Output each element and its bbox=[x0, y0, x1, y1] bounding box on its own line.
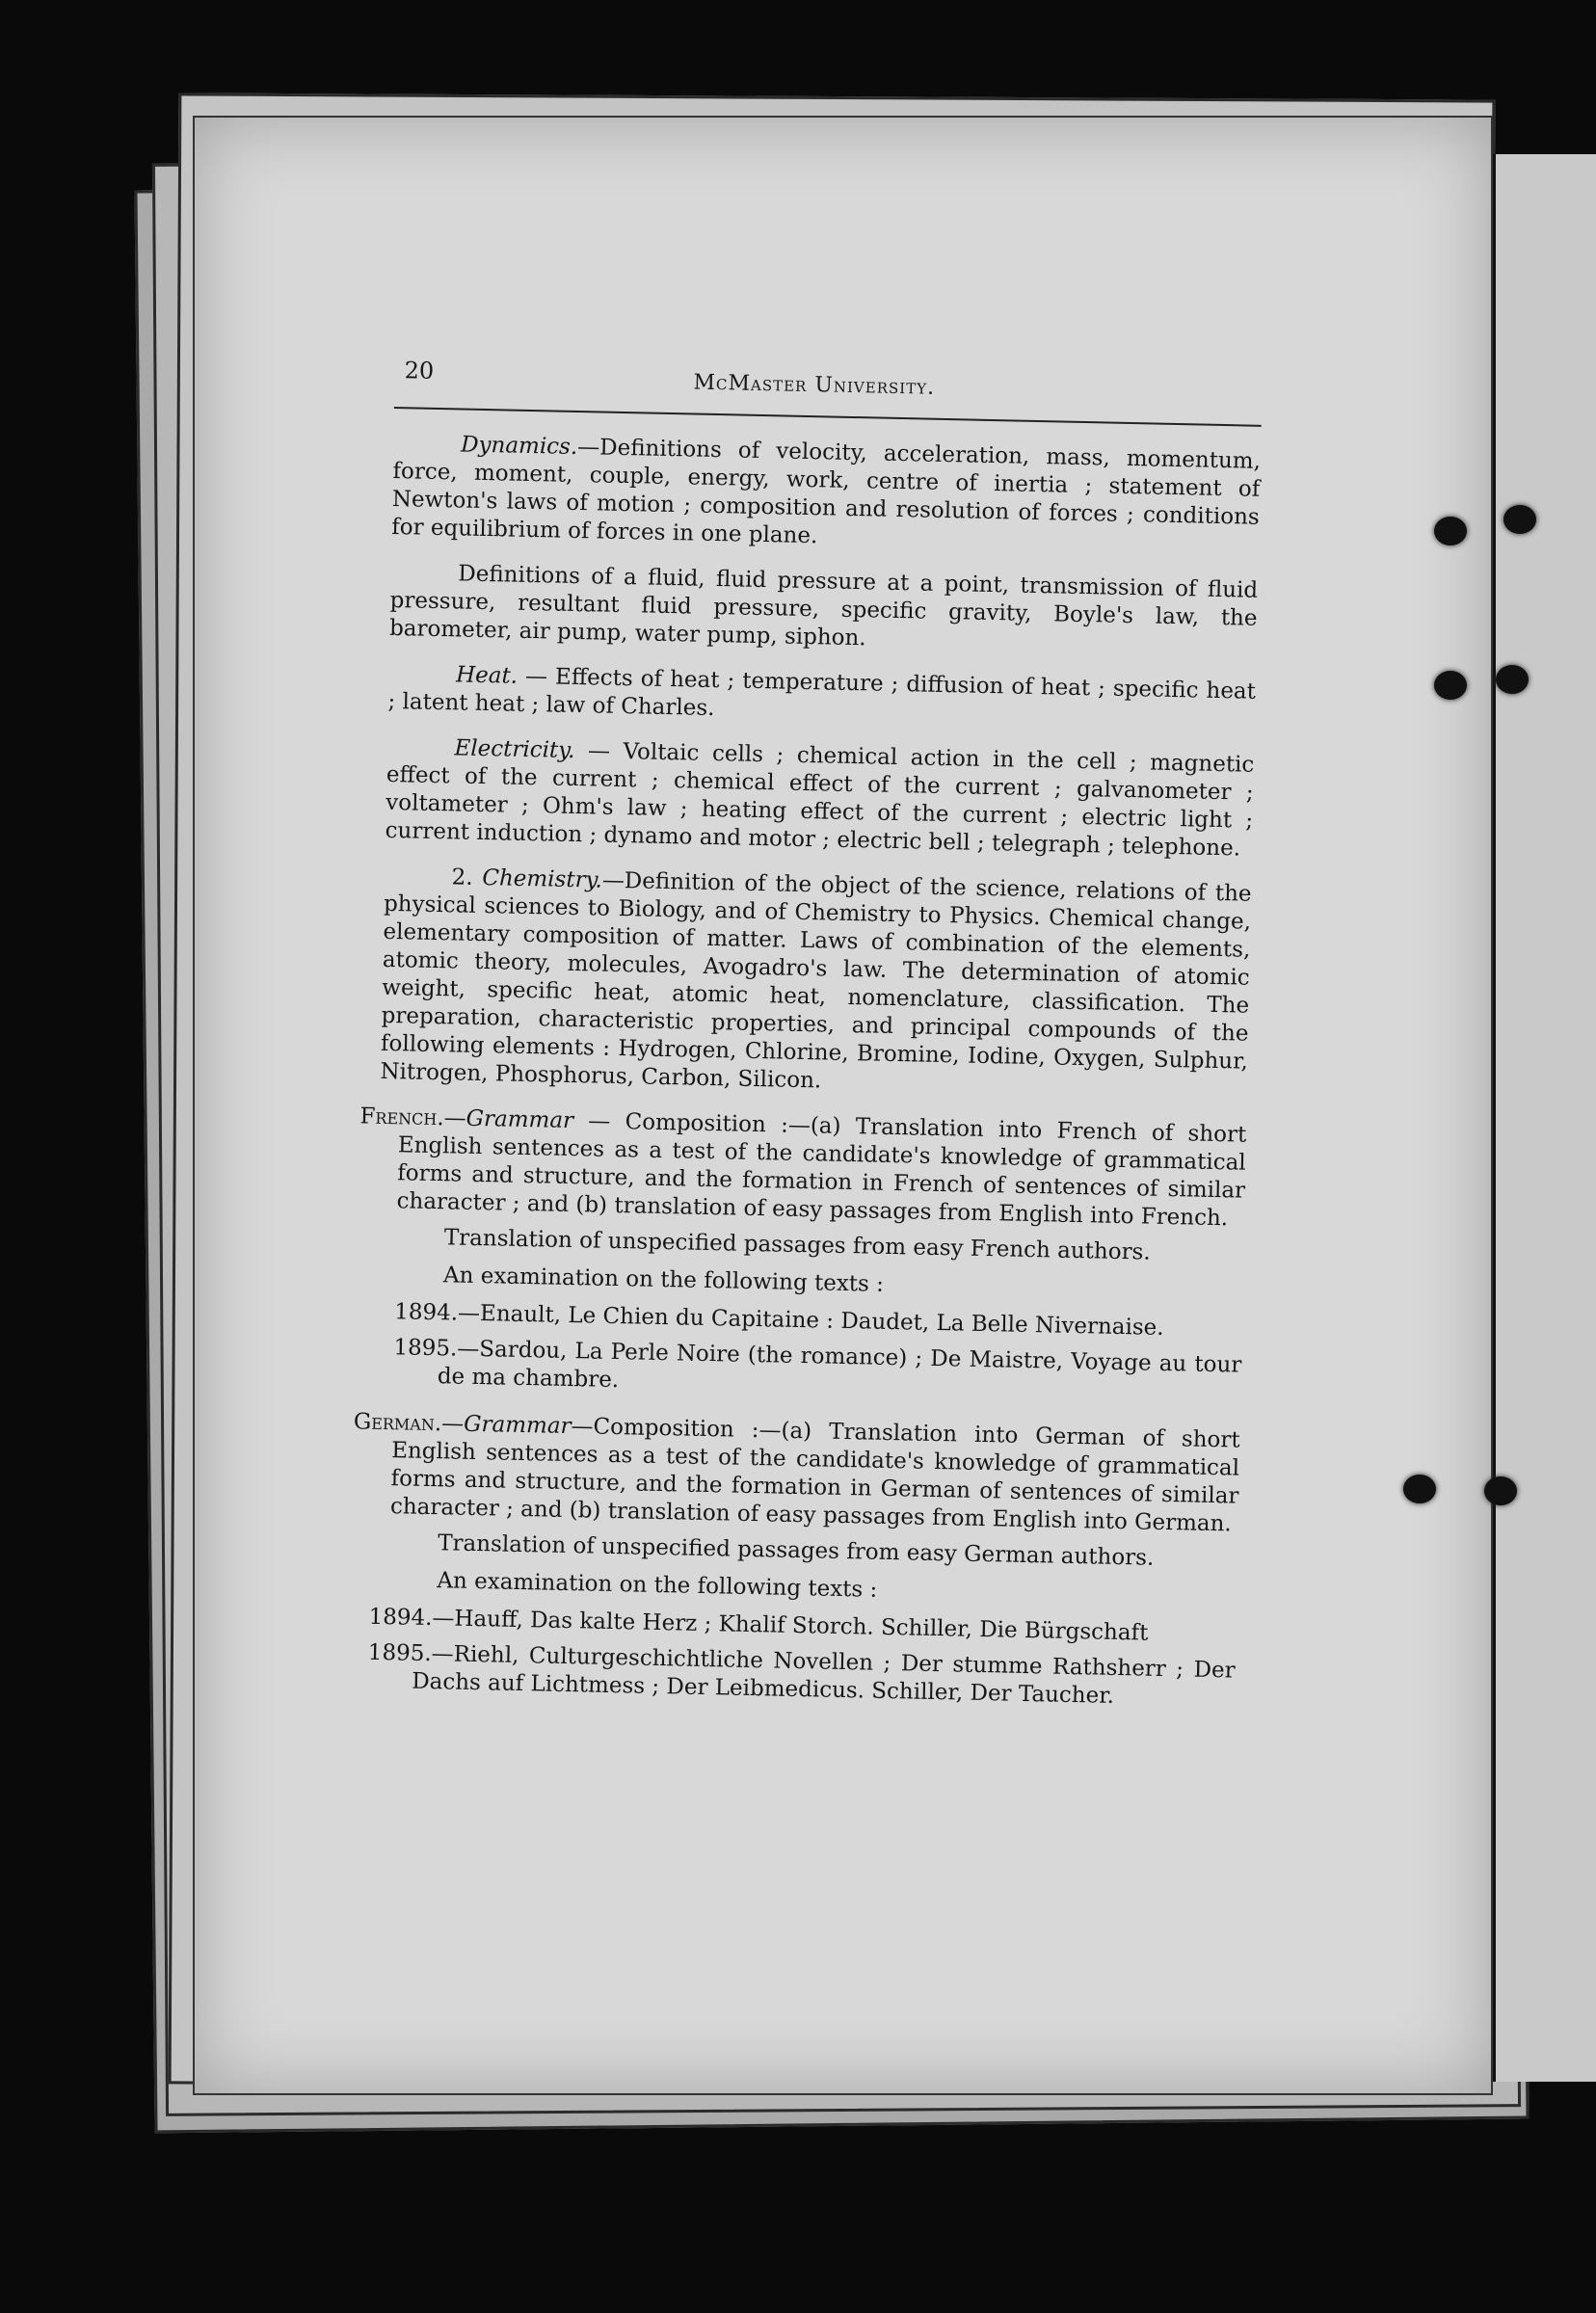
binding-hole bbox=[1434, 517, 1467, 545]
french-unspecified: Translation of unspecified passages from easy French authors. bbox=[443, 1225, 1151, 1265]
german-text-1895: 1895.—Riehl, Culturgeschichtliche Novellen ; Der stumme Rathsherr ; Der Dachs auf Lichtmess ; Der Leibmedicus. Schiller, Der Taucher. bbox=[367, 1639, 1236, 1709]
electricity-heading: Electricity. bbox=[454, 735, 575, 763]
electricity-text: — Voltaic cells ; chemical action in the cell ; magnetic effect of the current ; chemical effect of the current ; galvanometer ; voltameter ; Ohm's law ; heating effect of the current ; electric light ; current induction ; dynamo and motor ; electric bell ; telegraph ; telephone. bbox=[385, 737, 1255, 862]
facing-page-edge bbox=[1492, 154, 1596, 2082]
fluids-paragraph: Definitions of a fluid, fluid pressure at a point, transmission of fluid pressure, resultant fluid pressure, specific gravity, Boyle's law, the barometer, air pump, water pump, siphon. bbox=[388, 561, 1259, 651]
german-paragraph bbox=[352, 1408, 1240, 1538]
french-text: — Composition :—(a) Translation into French of short English sentences as a test of the candidate's knowledge of grammatical forms and structure, and the formation in French of sentences of similar character ; and (b) translation of easy passages from English into French. bbox=[396, 1108, 1247, 1232]
german-exam-line: An examination on the following texts : bbox=[437, 1568, 878, 1603]
binding-hole bbox=[1496, 665, 1529, 694]
french-paragraph bbox=[358, 1103, 1246, 1233]
french-exam-line: An examination on the following texts : bbox=[442, 1263, 885, 1297]
german-heading: German. bbox=[353, 1409, 442, 1437]
binding-hole bbox=[1434, 671, 1467, 700]
page-content bbox=[353, 357, 1263, 1721]
german-unspecified: Translation of unspecified passages from easy German authors. bbox=[437, 1530, 1155, 1571]
chemistry-number: 2. bbox=[451, 864, 473, 891]
running-title: McMaster University. bbox=[693, 370, 936, 400]
french-text-1895: 1895.—Sardou, La Perle Noire (the romance) ; De Maistre, Voyage au tour de ma chambre. bbox=[393, 1335, 1242, 1394]
german-text-1894: 1894.—Hauff, Das kalte Herz ; Khalif Storch. Schiller, Die Bürgschaft bbox=[368, 1604, 1149, 1646]
electricity-paragraph bbox=[385, 733, 1254, 864]
french-text-1894: 1894.—Enault, Le Chien du Capitaine : Daudet, La Belle Nivernaise. bbox=[393, 1299, 1164, 1341]
binding-hole bbox=[1503, 505, 1536, 534]
binding-hole bbox=[1484, 1476, 1517, 1505]
german-grammar-label: —Grammar bbox=[440, 1411, 572, 1440]
german-text: —Composition :—(a) Translation into German of short English sentences as a test of the candidate's knowledge of grammatical forms and structure, and the formation in German of sentences of similar character ; and (b) translation of easy passages from English into German. bbox=[389, 1414, 1240, 1537]
heat-heading: Heat. bbox=[455, 662, 519, 689]
chemistry-text: —Definition of the object of the science, relations of the physical sciences to Biology, and of Chemistry to Physics. Chemical change, elementary composition of matter. Laws of combination of the elements, atomic theory, molecules, Avogadro's law. The determination of atomic weight, specific heat, atomic heat, nomenclature, classification. The preparation, characteristic properties, and principal compounds of the following elements : Hydrogen, Chlorine, Bromine, Iodine, Oxygen, Sulphur, Nitrogen, Phosphorus, Carbon, Silicon. bbox=[380, 867, 1252, 1094]
page-number: 20 bbox=[404, 357, 435, 385]
chemistry-paragraph bbox=[380, 863, 1252, 1104]
binding-hole bbox=[1403, 1475, 1436, 1503]
french-heading: French. bbox=[359, 1103, 444, 1131]
heat-paragraph bbox=[387, 660, 1256, 734]
chemistry-heading: Chemistry. bbox=[482, 865, 603, 893]
dynamics-paragraph bbox=[391, 430, 1261, 560]
dynamics-heading: Dynamics. bbox=[460, 432, 578, 460]
heat-text: — Effects of heat ; temperature ; diffusion of heat ; specific heat ; latent heat ; law of Charles. bbox=[387, 663, 1257, 722]
dynamics-text: —Definitions of velocity, acceleration, mass, momentum, force, moment, couple, energy, work, centre of inertia ; statement of Newton's laws of motion ; composition and resolution of forces ; conditions for equilibrium of forces in one plane. bbox=[391, 434, 1262, 549]
french-grammar-label: —Grammar bbox=[443, 1105, 574, 1134]
